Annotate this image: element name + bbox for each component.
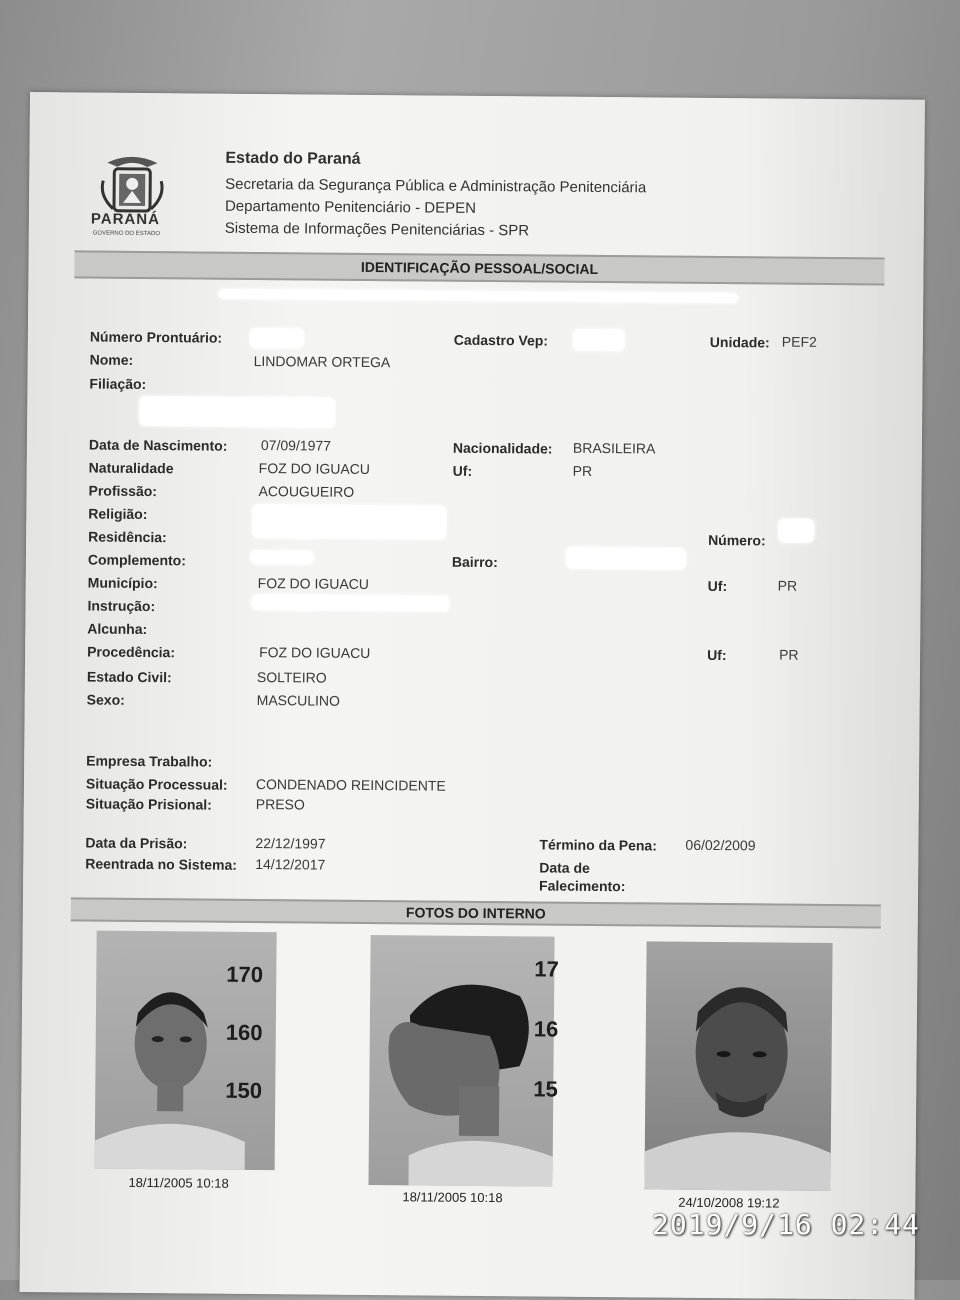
ruler-mark: 170 [226,961,264,988]
header-secretaria: Secretaria da Segurança Pública e Administração Penitenciária [225,175,647,197]
ruler-mark: 160 [225,1019,263,1046]
reentrada-label: Reentrada no Sistema: [85,855,238,873]
section-header-personal: IDENTIFICAÇÃO PESSOAL/SOCIAL [74,250,884,285]
estado-civil-label: Estado Civil: [86,668,172,686]
redaction [250,328,304,348]
nome-value: LINDOMAR ORTEGA [253,352,391,371]
parana-coat-of-arms-logo [87,151,178,242]
termino-pena-label: Término da Pena: [539,836,657,854]
municipio-label: Município: [87,574,158,592]
redaction [218,289,738,304]
redaction [778,519,814,543]
redaction [566,547,686,570]
ruler-mark: 17 [534,956,559,982]
bairro-label: Bairro: [451,553,498,571]
data-prisao-label: Data da Prisão: [85,834,188,852]
ruler-mark: 15 [533,1076,558,1102]
falecimento-label: Data de [539,859,590,876]
header-sistema: Sistema de Informações Penitenciárias - SPR [224,219,530,240]
logo-text: PARANÁ [90,210,161,229]
inmate-photo-profile [368,935,559,1187]
header-state: Estado do Paraná [225,149,361,168]
profissao-value: ACOUGUEIRO [258,483,355,500]
reentrada-value: 14/12/2017 [255,855,326,873]
nome-label: Nome: [89,351,134,368]
nacionalidade-value: BRASILEIRA [572,439,656,457]
redaction [251,594,449,612]
camera-timestamp: 2019/9/16 02:44 [652,1208,920,1241]
portrait-profile-icon [368,935,554,1187]
instrucao-label: Instrução: [87,597,156,615]
profissao-label: Profissão: [88,482,158,500]
religiao-label: Religião: [88,505,148,523]
section-header-photos: FOTOS DO INTERNO [71,897,881,928]
photo-caption: 18/11/2005 10:18 [128,1174,229,1191]
uf-label: Uf: [707,577,728,595]
sexo-label: Sexo: [86,691,125,708]
situacao-processual-label: Situação Processual: [85,775,228,793]
redaction [250,550,314,565]
situacao-processual-value: CONDENADO REINCIDENTE [255,775,446,794]
termino-pena-value: 06/02/2009 [685,836,756,854]
nacionalidade-label: Nacionalidade: [452,439,553,457]
document-page [20,92,925,1300]
residencia-label: Residência: [88,528,167,546]
procedencia-value: FOZ DO IGUACU [259,644,371,661]
complemento-label: Complemento: [87,551,186,569]
header-departamento: Departamento Penitenciário - DEPEN [224,197,477,217]
unidade-label: Unidade: [709,333,770,351]
data-prisao-value: 22/12/1997 [255,834,326,852]
redaction [139,396,335,428]
logo-subtext: GOVERNO DO ESTADO [92,230,161,238]
portrait-recent-icon [644,941,832,1191]
inmate-photo-front [95,931,277,1171]
redaction [573,329,625,351]
sexo-value: MASCULINO [256,692,341,709]
inmate-photo-recent [644,941,832,1191]
prontuario-label: Número Prontuário: [89,328,223,346]
naturalidade-label: Naturalidade [88,459,174,477]
uf-value: PR [779,646,799,663]
municipio-value: FOZ DO IGUACU [257,575,370,592]
falecimento-label-2: Falecimento: [539,877,626,895]
nascimento-label: Data de Nascimento: [88,436,228,454]
ruler-mark: 150 [225,1077,263,1104]
uf-value: PR [777,577,798,594]
uf-label: Uf: [707,646,727,664]
uf-label: Uf: [452,462,473,479]
situacao-prisional-value: PRESO [255,795,305,813]
empresa-label: Empresa Trabalho: [86,752,213,770]
nascimento-value: 07/09/1977 [260,437,332,454]
uf-value: PR [572,462,593,479]
unidade-value: PEF2 [781,333,817,350]
numero-label: Número: [708,531,766,549]
procedencia-label: Procedência: [87,643,176,661]
estado-civil-value: SOLTEIRO [256,669,327,686]
ruler-mark: 16 [533,1016,559,1042]
redaction [252,504,446,540]
photo-caption: 24/10/2008 19:12 [678,1194,780,1211]
alcunha-label: Alcunha: [87,620,148,638]
situacao-prisional-label: Situação Prisional: [85,795,212,813]
naturalidade-value: FOZ DO IGUACU [258,460,371,477]
cadastro-label: Cadastro Vep: [453,331,549,349]
photo-caption: 18/11/2005 10:18 [402,1189,503,1206]
filiacao-label: Filiação: [89,375,147,393]
